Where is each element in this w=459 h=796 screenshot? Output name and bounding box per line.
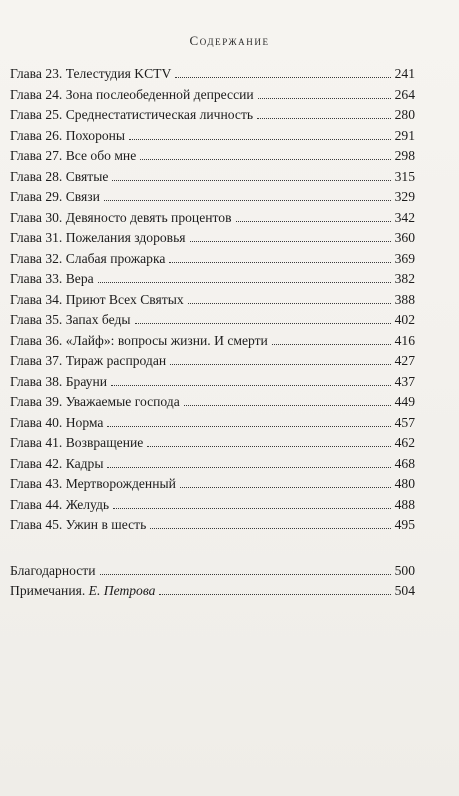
dot-leader xyxy=(140,158,390,160)
toc-entry-page: 369 xyxy=(394,250,415,266)
toc-entry-page: 360 xyxy=(394,230,415,245)
toc-entry-title: Глава 28. Святые xyxy=(10,168,109,184)
toc-entry-acknowledgements xyxy=(10,561,415,582)
toc-entry-title: Глава 43. Мертворожденный xyxy=(10,476,176,491)
toc-entry-title: Глава 25. Среднестатистическая личность xyxy=(10,107,254,122)
dot-leader xyxy=(258,97,391,99)
toc-entry-title: Глава 23. Телестудия KCTV xyxy=(10,66,172,81)
toc-entry-title: Глава 44. Желудь xyxy=(10,496,110,512)
toc-entry-page: 449 xyxy=(394,394,415,409)
toc-entry xyxy=(10,454,415,475)
dot-leader xyxy=(175,76,390,78)
dot-leader xyxy=(147,445,390,447)
dot-leader xyxy=(129,138,391,140)
dot-leader xyxy=(180,486,391,488)
toc-entry-title: Глава 32. Слабая прожарка xyxy=(10,250,166,266)
table-of-contents xyxy=(10,64,415,602)
toc-entry-page: 457 xyxy=(394,414,415,430)
toc-entry xyxy=(10,495,415,516)
dot-leader xyxy=(184,404,391,406)
toc-entry xyxy=(10,249,415,270)
toc-entry xyxy=(10,413,415,434)
toc-entry-title: Глава 40. Норма xyxy=(10,414,104,430)
toc-entry xyxy=(10,208,415,229)
toc-entry xyxy=(10,228,415,249)
dot-leader xyxy=(107,425,390,427)
chapter-list xyxy=(10,64,415,536)
toc-entry-page: 480 xyxy=(394,476,415,491)
dot-leader xyxy=(135,322,391,324)
dot-leader xyxy=(100,573,391,575)
dot-leader xyxy=(257,117,391,119)
toc-entry-title: Глава 37. Тираж распродан xyxy=(10,353,167,368)
toc-entry xyxy=(10,515,415,536)
toc-entry-title: Глава 38. Брауни xyxy=(10,373,108,389)
toc-entry-title: Глава 35. Запах беды xyxy=(10,312,131,327)
dot-leader xyxy=(169,261,390,263)
toc-entry-title: Глава 27. Все обо мне xyxy=(10,148,137,163)
toc-entry-title: Глава 36. «Лайф»: вопросы жизни. И смерти xyxy=(10,332,268,348)
toc-entry-page: 382 xyxy=(394,271,415,286)
dot-leader xyxy=(98,281,391,283)
toc-entry-page: 315 xyxy=(394,168,415,184)
toc-entry xyxy=(10,85,415,106)
notes-author: Е. Петрова xyxy=(88,583,156,598)
dot-leader xyxy=(188,302,391,304)
toc-entry xyxy=(10,105,415,126)
toc-entry-page: 504 xyxy=(394,583,415,598)
toc-entry xyxy=(10,310,415,331)
toc-entry-page: 427 xyxy=(394,353,415,368)
dot-leader xyxy=(159,593,390,595)
dot-leader xyxy=(190,240,391,242)
toc-entry xyxy=(10,167,415,188)
toc-entry-title: Глава 41. Возвращение xyxy=(10,435,144,450)
toc-entry-title: Глава 42. Кадры xyxy=(10,455,104,471)
toc-entry-title: Глава 30. Девяносто девять процентов xyxy=(10,209,232,225)
toc-entry-page: 329 xyxy=(394,189,415,204)
toc-entry xyxy=(10,126,415,147)
toc-entry-page: 462 xyxy=(394,435,415,450)
toc-entry-title: Глава 34. Приют Всех Святых xyxy=(10,291,184,307)
toc-entry-page: 264 xyxy=(394,86,415,102)
toc-entry-page: 241 xyxy=(394,66,415,81)
toc-entry xyxy=(10,290,415,311)
toc-entry-page: 388 xyxy=(394,291,415,307)
toc-entry-title: Глава 26. Похороны xyxy=(10,127,126,143)
toc-entry-page: 495 xyxy=(394,517,415,532)
toc-entry-page: 500 xyxy=(394,562,415,578)
dot-leader xyxy=(113,507,391,509)
toc-entry xyxy=(10,331,415,352)
toc-entry-notes xyxy=(10,581,415,602)
toc-entry-title: Глава 29. Связи xyxy=(10,189,100,204)
toc-entry-title: Глава 24. Зона послеобеденной депрессии xyxy=(10,86,254,102)
toc-entry xyxy=(10,474,415,495)
toc-entry-page: 280 xyxy=(394,107,415,122)
toc-entry-page: 298 xyxy=(394,148,415,163)
toc-entry xyxy=(10,433,415,454)
toc-entry-title: Глава 39. Уважаемые господа xyxy=(10,394,180,409)
toc-entry xyxy=(10,269,415,290)
dot-leader xyxy=(236,220,391,222)
toc-entry xyxy=(10,351,415,372)
dot-leader xyxy=(112,179,390,181)
toc-entry xyxy=(10,372,415,393)
dot-leader xyxy=(272,343,391,345)
toc-entry-page: 437 xyxy=(394,373,415,389)
toc-heading: Содержание xyxy=(189,33,270,48)
toc-entry-page: 291 xyxy=(394,127,415,143)
dot-leader xyxy=(104,199,391,201)
toc-entry-title xyxy=(10,581,155,602)
toc-entry-title: Благодарности xyxy=(10,562,96,578)
toc-entry xyxy=(10,187,415,208)
toc-entry-page: 488 xyxy=(394,496,415,512)
dot-leader xyxy=(170,363,390,365)
toc-entry-title: Глава 33. Вера xyxy=(10,271,94,286)
toc-entry xyxy=(10,392,415,413)
toc-entry-page: 402 xyxy=(394,312,415,327)
notes-label: Примечания. xyxy=(10,583,86,598)
toc-entry xyxy=(10,64,415,85)
toc-entry-title: Глава 31. Пожелания здоровья xyxy=(10,230,186,245)
toc-entry-title: Глава 45. Ужин в шесть xyxy=(10,517,147,532)
toc-entry-page: 342 xyxy=(394,209,415,225)
toc-entry-page: 468 xyxy=(394,455,415,471)
dot-leader xyxy=(111,384,391,386)
toc-entry xyxy=(10,146,415,167)
section-gap xyxy=(10,536,415,561)
dot-leader xyxy=(150,527,390,529)
toc-entry-page: 416 xyxy=(394,332,415,348)
dot-leader xyxy=(107,466,390,468)
